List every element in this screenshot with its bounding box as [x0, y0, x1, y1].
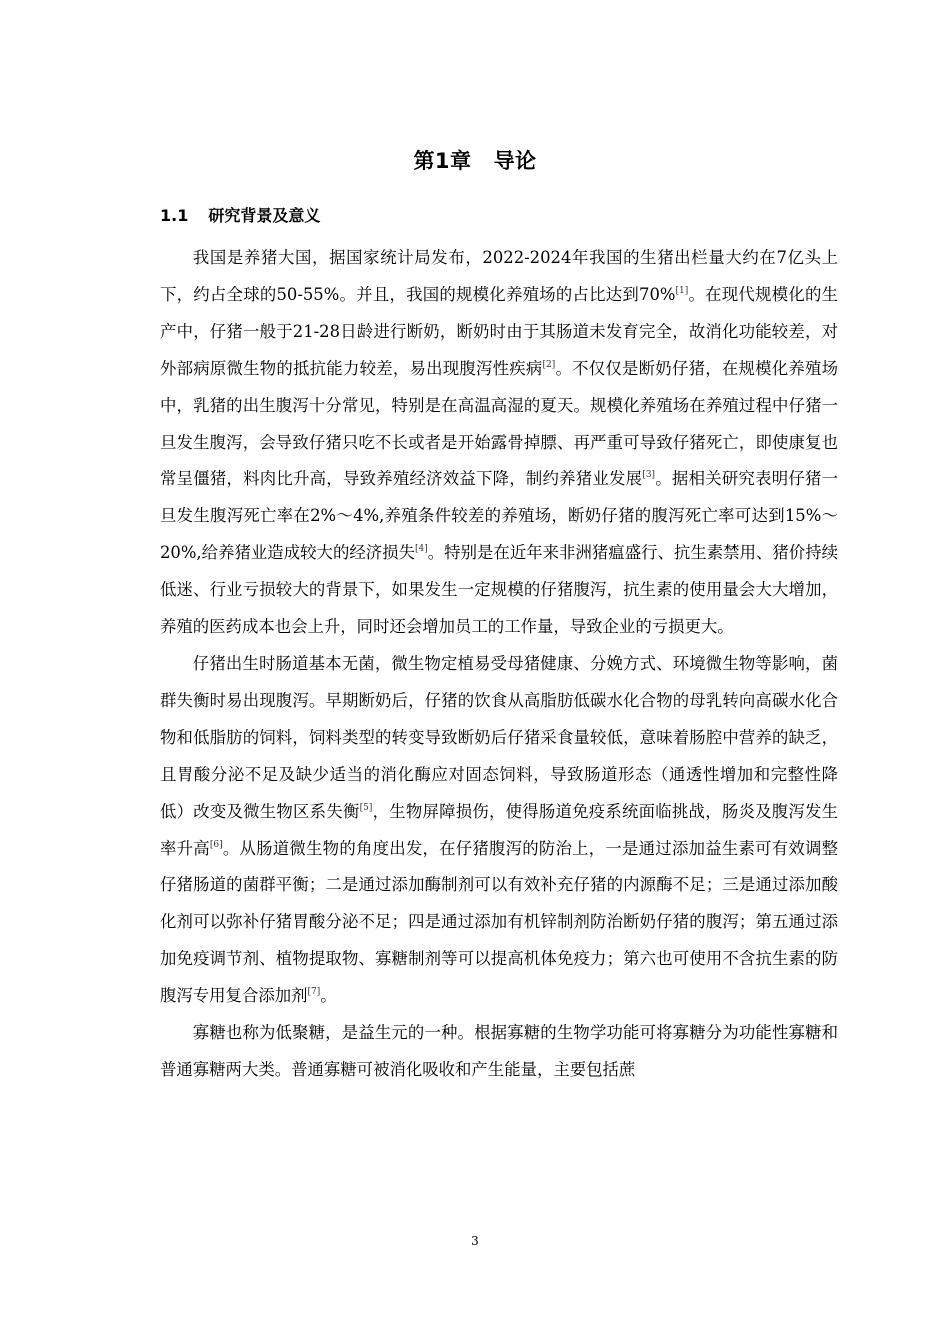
- citation: [6]: [209, 839, 223, 850]
- paragraph-1: [160, 240, 838, 646]
- paragraph-text: 。不仅仅是断奶仔猪，在规模化养殖场中，乳猪的出生腹泻十分常见，特别是在高温高湿的夏天。规模化养殖场在养殖过程中仔猪一旦发生腹泻，会导致仔猪只吃不长或者是开始露骨掉膘、再严重可导致仔猪死亡，即使康复也常呈僵猪，料肉比升高，导致养殖经济效益下降，制约养猪业发展: [160, 358, 839, 489]
- paragraph-text: 我国是养猪大国，据国家统计局发布，2022-2024年我国的生猪出栏量大约在7亿头上下，约占全球的50-55%。并且，我国的规模化养殖场的占比达到70%: [160, 248, 838, 304]
- paragraph-text: 寡糖也称为低聚糖，是益生元的一种。根据寡糖的生物学功能可将寡糖分为功能性寡糖和普通寡糖两大类。普通寡糖可被消化吸收和产生能量，主要包括蔗: [160, 1023, 838, 1079]
- citation: [2]: [542, 359, 556, 370]
- paragraph-text: 。特别是在近年来非洲猪瘟盛行、抗生素禁用、猪价持续低迷、行业亏损较大的背景下，如果发生一定规模的仔猪腹泻，抗生素的使用量会大大增加，养殖的医药成本也会上升，同时还会增加员工的工作量，导致企业的亏损更大。: [160, 543, 839, 637]
- page-number: 3: [471, 1234, 479, 1248]
- chapter-number: 第1章: [413, 149, 472, 173]
- citation: [3]: [642, 470, 656, 481]
- chapter-name: 导论: [493, 149, 537, 173]
- paragraph-text: 。在现代规模化的生产中，仔猪一般于21-28日龄进行断奶，断奶时由于其肠道未发育完全，故消化功能较差，对外部病原微生物的抵抗能力较差，易出现腹泻性疾病: [160, 284, 839, 378]
- citation: [7]: [307, 987, 321, 998]
- paragraph-2: [160, 646, 838, 1015]
- citation: [4]: [415, 544, 428, 555]
- chapter-title: [0, 146, 950, 176]
- citation: [5]: [359, 802, 373, 813]
- section-heading: [160, 204, 320, 228]
- citation: [1]: [675, 285, 689, 296]
- paragraph-text: 。: [320, 986, 337, 1006]
- paragraph-3: [160, 1015, 838, 1089]
- body-text: [160, 240, 838, 1089]
- paragraph-text: 。从肠道微生物的角度出发，在仔猪腹泻的防治上，一是通过添加益生素可有效调整仔猪肠道的菌群平衡；二是通过添加酶制剂可以有效补充仔猪的内源酶不足；三是通过添加酸化剂可以弥补仔猪胃酸分泌不足；四是通过添加有机锌制剂防治断奶仔猪的腹泻；第五通过添加免疫调节剂、植物提取物、寡糖制剂等可以提高机体免疫力；第六也可使用不含抗生素的防腹泻专用复合添加剂: [160, 838, 839, 1006]
- paragraph-text: 。据相关研究表明仔猪一旦发生腹泻死亡率在2%～4%,养殖条件较差的养殖场，断奶仔猪的腹泻死亡率可达到15%～20%,给养猪业造成较大的经济损失: [160, 469, 839, 563]
- paragraph-text: ，生物屏障损伤，使得肠道免疫系统面临挑战，肠炎及腹泻发生率升高: [160, 801, 839, 858]
- section-number: 1.1: [160, 206, 189, 225]
- section-title: 研究背景及意义: [208, 206, 321, 225]
- paragraph-text: 仔猪出生时肠道基本无菌，微生物定植易受母猪健康、分娩方式、环境微生物等影响，菌群失衡时易出现腹泻。早期断奶后，仔猪的饮食从高脂肪低碳水化合物的母乳转向高碳水化合物和低脂肪的饲料，饲料类型的转变导致断奶后仔猪采食量较低，意味着肠腔中营养的缺乏，且胃酸分泌不足及缺少适当的消化酶应对固态饲料，导致肠道形态（通透性增加和完整性降低）改变及微生物区系失衡: [160, 653, 838, 821]
